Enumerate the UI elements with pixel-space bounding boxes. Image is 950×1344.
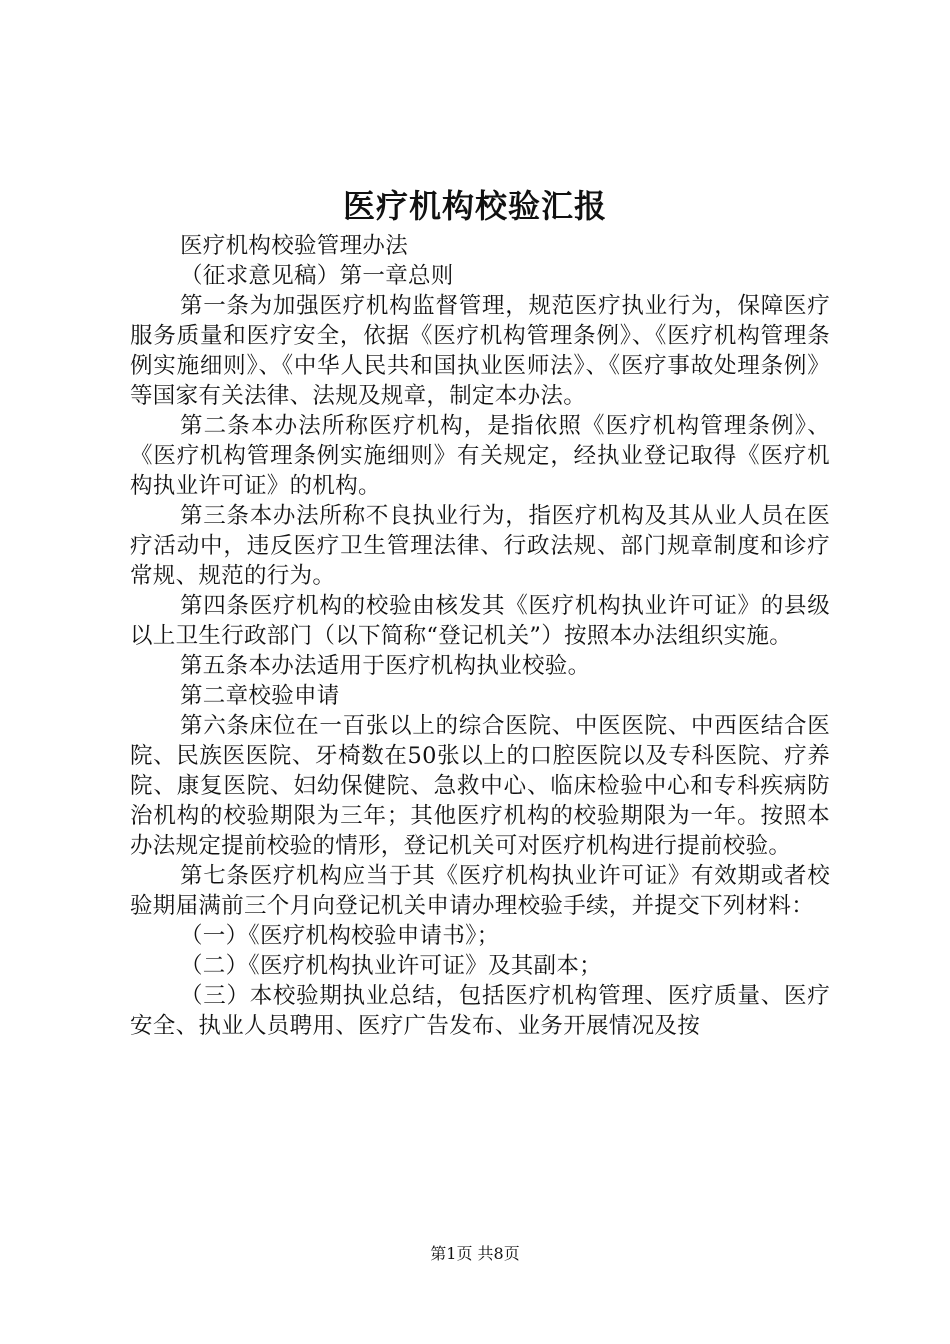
- document-body: [130, 231, 830, 1041]
- paragraph: 第四条医疗机构的校验由核发其《医疗机构执业许可证》的县级以上卫生行政部门（以下简称“登记机关”）按照本办法组织实施。: [130, 593, 830, 649]
- paragraph: （一）《医疗机构校验申请书》；: [180, 923, 500, 949]
- paragraph: （征求意见稿）第一章总则: [180, 263, 454, 289]
- paragraph: （二）《医疗机构执业许可证》及其副本；: [180, 953, 602, 979]
- page-footer: 第1页 共8页: [430, 1244, 520, 1263]
- paragraph: 第五条本办法适用于医疗机构执业校验。: [180, 653, 591, 679]
- paragraph: 第三条本办法所称不良执业行为，指医疗机构及其从业人员在医疗活动中，违反医疗卫生管理法律、行政法规、部门规章制度和诊疗常规、规范的行为。: [130, 503, 830, 589]
- paragraph: 第七条医疗机构应当于其《医疗机构执业许可证》有效期或者校验期届满前三个月向登记机关申请办理校验手续，并提交下列材料：: [130, 863, 830, 919]
- document-title: 医疗机构校验汇报: [342, 187, 607, 225]
- paragraph: 医疗机构校验管理办法: [180, 233, 409, 259]
- paragraph: （三）本校验期执业总结，包括医疗机构管理、医疗质量、医疗安全、执业人员聘用、医疗广告发布、业务开展情况及按: [130, 983, 830, 1039]
- paragraph: 第六条床位在一百张以上的综合医院、中医医院、中西医结合医院、民族医医院、牙椅数在50张以上的口腔医院以及专科医院、疗养院、康复医院、妇幼保健院、急救中心、临床检验中心和专科疾病防治机构的校验期限为三年；其他医疗机构的校验期限为一年。按照本办法规定提前校验的情形，登记机关可对医疗机构进行提前校验。: [130, 713, 830, 859]
- paragraph: 第二条本办法所称医疗机构，是指依照《医疗机构管理条例》、《医疗机构管理条例实施细则》有关规定，经执业登记取得《医疗机构执业许可证》的机构。: [130, 413, 830, 499]
- paragraph: 第二章校验申请: [180, 683, 340, 709]
- paragraph: 第一条为加强医疗机构监督管理，规范医疗执业行为，保障医疗服务质量和医疗安全，依据《医疗机构管理条例》、《医疗机构管理条例实施细则》、《中华人民共和国执业医师法》、《医疗事故处理条例》等国家有关法律、法规及规章，制定本办法。: [130, 293, 830, 409]
